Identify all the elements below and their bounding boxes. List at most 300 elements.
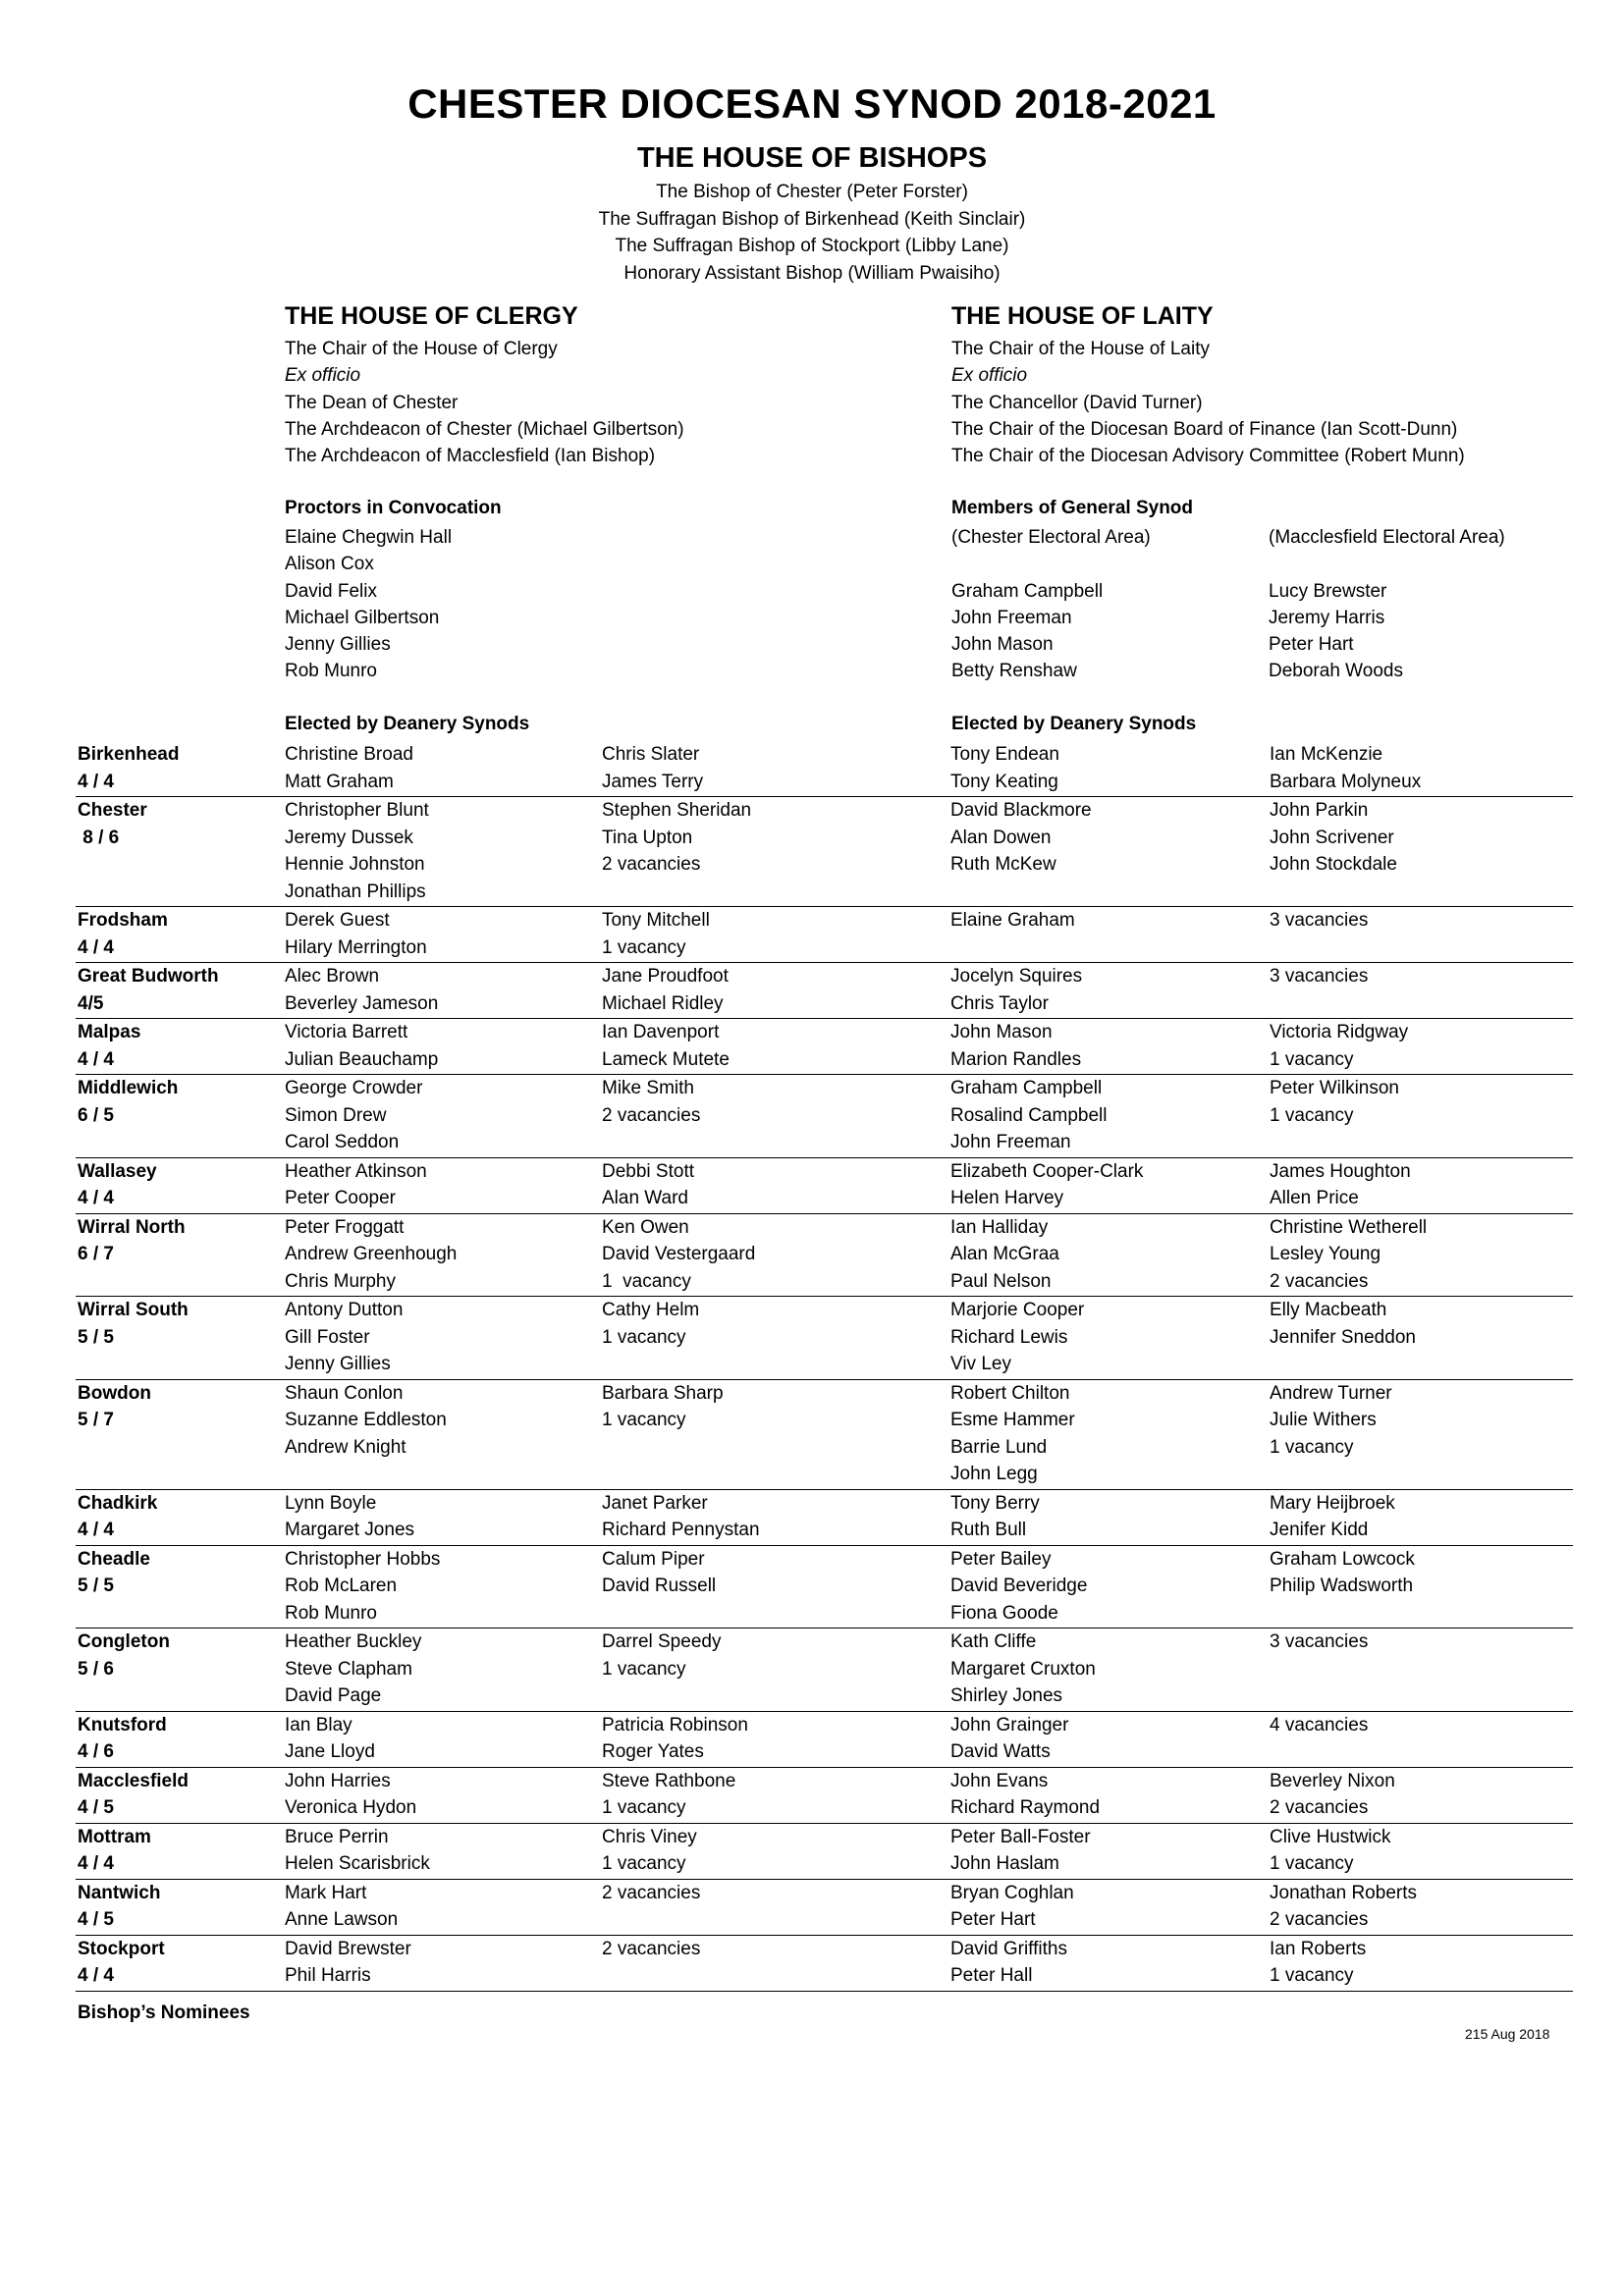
laity-member: Tony Keating	[950, 771, 1058, 792]
laity-member: David Blackmore	[950, 800, 1092, 821]
clergy-member: Bruce Perrin	[285, 1826, 389, 1847]
clergy-member: 1 vacancy	[602, 1326, 686, 1348]
clergy1-column	[285, 1019, 438, 1073]
laity1-column	[950, 741, 1059, 795]
laity-member: Tony Berry	[950, 1492, 1040, 1514]
clergy1-column	[285, 1214, 457, 1296]
clergy-member: David Russell	[602, 1575, 717, 1596]
clergy-member: Margaret Jones	[285, 1520, 415, 1540]
clergy1-column	[285, 1158, 427, 1212]
laity-member: Jocelyn Squires	[950, 966, 1083, 987]
laity-member: Peter Ball-Foster	[950, 1826, 1091, 1847]
clergy-member: Gill Foster	[285, 1326, 370, 1348]
laity-chair: The Chair of the House of Laity	[951, 339, 1210, 359]
clergy-member: Julian Beauchamp	[285, 1048, 439, 1070]
laity-member: Jenifer Kidd	[1270, 1520, 1369, 1540]
deanery-ratio: 4/5	[78, 992, 104, 1014]
clergy-ex-officio-member: The Dean of Chester	[285, 392, 459, 413]
clergy-member: Helen Scarisbrick	[285, 1853, 430, 1874]
laity-member: Ian Roberts	[1270, 1938, 1367, 1959]
deanery-ratio: 5 / 5	[78, 1575, 114, 1596]
laity-member: 1 vacancy	[1270, 1436, 1354, 1458]
clergy1-column	[285, 1380, 447, 1462]
clergy-ex-officio-block	[285, 336, 684, 469]
deanery-row	[76, 1158, 1573, 1214]
clergy1-column	[285, 741, 413, 795]
laity-member: Beverley Nixon	[1270, 1770, 1395, 1791]
clergy2-column	[602, 963, 729, 1017]
clergy-member: Jeremy Dussek	[285, 827, 413, 848]
laity2-column	[1270, 797, 1397, 879]
laity-member: Robert Chilton	[950, 1382, 1070, 1404]
clergy-member: David Brewster	[285, 1938, 411, 1959]
deanery-name: Birkenhead	[78, 744, 180, 765]
deanery-name-cell	[78, 1880, 160, 1934]
deanery-name: Macclesfield	[78, 1770, 189, 1791]
deanery-name: Wirral North	[78, 1216, 186, 1238]
laity-elected-heading: Elected by Deanery Synods	[951, 714, 1197, 734]
laity-member: Margaret Cruxton	[950, 1658, 1096, 1680]
clergy2-column	[602, 1214, 755, 1296]
clergy-member: Barbara Sharp	[602, 1382, 724, 1404]
clergy1-column	[285, 1490, 414, 1544]
laity-member: Graham Lowcock	[1270, 1548, 1415, 1570]
laity-member: Elaine Graham	[950, 910, 1075, 931]
laity-member: Kath Cliffe	[950, 1631, 1037, 1652]
clergy-member: Roger Yates	[602, 1741, 704, 1762]
laity-member: 3 vacancies	[1270, 966, 1369, 987]
clergy-ex-officio-member: The Archdeacon of Chester (Michael Gilbertson)	[285, 418, 684, 440]
deanery-row	[76, 1546, 1573, 1629]
clergy2-column	[602, 1546, 716, 1600]
clergy-member: Antony Dutton	[285, 1300, 404, 1320]
clergy-member: Suzanne Eddleston	[285, 1410, 447, 1430]
clergy-member: Rob McLaren	[285, 1575, 398, 1596]
chester-electoral-area-list	[951, 524, 1151, 685]
laity-member: Graham Campbell	[950, 1078, 1103, 1098]
clergy-member: Alan Ward	[602, 1188, 688, 1208]
deanery-name: Wallasey	[78, 1160, 157, 1182]
clergy-member: Veronica Hydon	[285, 1797, 417, 1818]
deanery-ratio: 4 / 5	[78, 1909, 114, 1930]
clergy-member: 1 vacancy	[602, 1853, 686, 1874]
clergy-member: Richard Pennystan	[602, 1520, 760, 1540]
gs-member-name: Lucy Brewster	[1269, 580, 1387, 602]
clergy-elected-heading: Elected by Deanery Synods	[285, 714, 530, 734]
laity-member: 2 vacancies	[1270, 1909, 1369, 1930]
deanery-ratio: 5 / 6	[78, 1658, 114, 1680]
clergy-member: Darrel Speedy	[602, 1631, 722, 1652]
deanery-row	[76, 1297, 1573, 1380]
laity1-column	[950, 1158, 1143, 1212]
clergy-member: James Terry	[602, 771, 704, 792]
laity2-column	[1270, 1880, 1417, 1934]
clergy-member: Simon Drew	[285, 1104, 387, 1126]
deanery-ratio: 4 / 4	[78, 1853, 114, 1874]
clergy-member: Beverley Jameson	[285, 992, 439, 1014]
laity1-column	[950, 907, 1075, 934]
laity-member: Marjorie Cooper	[950, 1300, 1085, 1320]
deanery-row	[76, 1629, 1573, 1712]
laity-member: Chris Taylor	[950, 992, 1049, 1014]
proctors-list	[285, 524, 452, 685]
clergy-member: Lameck Mutete	[602, 1048, 730, 1070]
clergy-member: Derek Guest	[285, 910, 390, 931]
laity-member: Jennifer Sneddon	[1270, 1326, 1416, 1348]
deanery-name: Malpas	[78, 1022, 141, 1042]
deanery-row	[76, 1490, 1573, 1546]
bishop-entry: The Suffragan Bishop of Birkenhead (Keith Sinclair)	[598, 208, 1026, 230]
laity2-column	[1270, 1214, 1427, 1296]
deanery-name-cell	[78, 1297, 189, 1351]
clergy-member: John Harries	[285, 1770, 391, 1791]
proctors-heading: Proctors in Convocation	[285, 498, 502, 518]
deanery-name: Nantwich	[78, 1882, 161, 1903]
laity-member: Ruth Bull	[950, 1520, 1027, 1540]
clergy-member: 2 vacancies	[602, 1882, 701, 1903]
clergy-member: Mike Smith	[602, 1078, 694, 1098]
deanery-name: Great Budworth	[78, 966, 219, 987]
clergy1-column	[285, 1768, 416, 1822]
deanery-row	[76, 1019, 1573, 1075]
laity1-column	[950, 1019, 1081, 1073]
deanery-name: Frodsham	[78, 910, 168, 931]
clergy-member: Steve Clapham	[285, 1658, 412, 1680]
laity2-column	[1270, 1490, 1395, 1544]
laity1-column	[950, 1297, 1084, 1378]
clergy-member: Christine Broad	[285, 744, 413, 765]
deanery-ratio: 5 / 7	[78, 1410, 114, 1430]
laity2-column	[1270, 1824, 1391, 1878]
laity-member: Ian Halliday	[950, 1216, 1049, 1238]
deanery-row	[76, 963, 1573, 1019]
laity-member: Paul Nelson	[950, 1270, 1052, 1292]
clergy-ex-officio-member: The Archdeacon of Macclesfield (Ian Bishop)	[285, 446, 656, 467]
laity-member: Peter Hall	[950, 1965, 1033, 1986]
deanery-name-cell	[78, 1936, 165, 1990]
proctor-name: Elaine Chegwin Hall	[285, 527, 453, 548]
laity1-column	[950, 1546, 1087, 1628]
deanery-name-cell	[78, 741, 179, 795]
clergy-member: Heather Buckley	[285, 1631, 422, 1652]
clergy-member: Tony Mitchell	[602, 910, 710, 931]
clergy1-column	[285, 1824, 430, 1878]
deanery-name-cell	[78, 1075, 178, 1129]
clergy1-column	[285, 797, 429, 905]
clergy2-column	[602, 1629, 721, 1682]
deanery-row	[76, 1380, 1573, 1490]
laity2-column	[1270, 1380, 1392, 1462]
bishops-nominees-label: Bishop’s Nominees	[78, 2002, 250, 2023]
bishop-entry: The Suffragan Bishop of Stockport (Libby Lane)	[615, 236, 1009, 256]
clergy2-column	[602, 1712, 748, 1766]
clergy-member: Andrew Knight	[285, 1436, 406, 1458]
general-synod-heading: Members of General Synod	[951, 498, 1194, 518]
deanery-ratio: 4 / 5	[78, 1797, 114, 1818]
clergy-member: Hennie Johnston	[285, 854, 425, 875]
deanery-row	[76, 1075, 1573, 1158]
deanery-name: Knutsford	[78, 1714, 167, 1735]
clergy-member: Chris Murphy	[285, 1270, 396, 1292]
clergy-member: Jane Lloyd	[285, 1741, 375, 1762]
laity-member: Helen Harvey	[950, 1188, 1064, 1208]
deanery-name: Mottram	[78, 1826, 151, 1847]
laity1-column	[950, 1768, 1100, 1822]
clergy-member: Alec Brown	[285, 966, 380, 987]
clergy2-column	[602, 1768, 735, 1822]
laity1-column	[950, 1936, 1067, 1990]
gs-member-name: Graham Campbell	[951, 580, 1104, 602]
clergy1-column	[285, 963, 438, 1017]
deanery-ratio: 4 / 4	[78, 1520, 114, 1540]
clergy-member: 1 vacancy	[602, 1270, 691, 1292]
deanery-ratio: 6 / 7	[78, 1244, 114, 1264]
laity2-column	[1270, 1075, 1399, 1129]
laity-member: Ruth McKew	[950, 854, 1056, 875]
laity-member: John Scrivener	[1270, 827, 1394, 848]
clergy-member: Phil Harris	[285, 1965, 371, 1986]
clergy2-column	[602, 1380, 724, 1434]
proctor-name: Alison Cox	[285, 554, 374, 575]
laity-member: Elizabeth Cooper-Clark	[950, 1160, 1144, 1182]
laity-member: John Haslam	[950, 1853, 1059, 1874]
deanery-row	[76, 1936, 1573, 1992]
deanery-ratio: 4 / 4	[78, 936, 114, 958]
laity2-column	[1270, 963, 1368, 990]
laity-member: Barbara Molyneux	[1270, 771, 1422, 792]
clergy-member: Peter Froggatt	[285, 1216, 405, 1238]
laity-member: Bryan Coghlan	[950, 1882, 1074, 1903]
deanery-row	[76, 797, 1573, 907]
laity1-column	[950, 1824, 1091, 1878]
deanery-name-cell	[78, 1158, 157, 1212]
footer-date: 215 Aug 2018	[1465, 2025, 1550, 2042]
clergy2-column	[602, 797, 751, 879]
laity-member: Esme Hammer	[950, 1410, 1075, 1430]
deanery-ratio: 4 / 4	[78, 1048, 114, 1070]
deanery-name-cell	[78, 1380, 151, 1434]
deanery-row	[76, 1880, 1573, 1936]
laity2-column	[1270, 1546, 1415, 1600]
laity-member: Viv Ley	[950, 1354, 1011, 1374]
laity-ex-officio-label: Ex officio	[951, 365, 1028, 387]
clergy1-column	[285, 1297, 403, 1378]
clergy1-column	[285, 1880, 398, 1934]
laity-member: 4 vacancies	[1270, 1714, 1369, 1735]
clergy-member: Patricia Robinson	[602, 1714, 748, 1735]
deanery-table	[76, 741, 1573, 1992]
laity-ex-officio-block	[951, 336, 1465, 469]
deanery-name-cell	[78, 1490, 157, 1544]
clergy2-column	[602, 1880, 700, 1907]
deanery-name: Wirral South	[78, 1300, 189, 1320]
laity2-column	[1270, 1297, 1416, 1351]
laity-member: Peter Bailey	[950, 1548, 1052, 1570]
laity2-column	[1270, 741, 1421, 795]
clergy-member: Hilary Merrington	[285, 936, 427, 958]
clergy-member: 2 vacancies	[602, 854, 701, 875]
laity-member: Mary Heijbroek	[1270, 1492, 1395, 1514]
laity-member: David Griffiths	[950, 1938, 1067, 1959]
laity-member: John Freeman	[950, 1132, 1071, 1152]
clergy2-column	[602, 1824, 697, 1878]
clergy-member: Carol Seddon	[285, 1132, 400, 1152]
house-of-bishops-heading: THE HOUSE OF BISHOPS	[636, 142, 988, 174]
house-of-laity-heading: THE HOUSE OF LAITY	[951, 302, 1214, 330]
clergy-member: Stephen Sheridan	[602, 800, 752, 821]
laity2-column	[1270, 1158, 1411, 1212]
clergy-member: Jane Proudfoot	[602, 966, 729, 987]
gs-member-name: John Freeman	[951, 607, 1072, 628]
laity-member: Shirley Jones	[950, 1685, 1063, 1706]
deanery-name: Cheadle	[78, 1548, 150, 1570]
clergy-member: Rob Munro	[285, 1602, 377, 1624]
gs-member-name: Deborah Woods	[1269, 661, 1403, 682]
clergy-member: 1 vacancy	[602, 1410, 686, 1430]
deanery-name-cell	[78, 1019, 140, 1073]
clergy-member: 2 vacancies	[602, 1938, 701, 1959]
laity-member: John Grainger	[950, 1714, 1069, 1735]
laity-ex-officio-member: The Chair of the Diocesan Advisory Committee (Robert Munn)	[951, 446, 1465, 467]
clergy-member: Ian Davenport	[602, 1022, 720, 1042]
laity-member: John Evans	[950, 1770, 1049, 1791]
clergy2-column	[602, 741, 703, 795]
laity-member: John Legg	[950, 1464, 1038, 1484]
clergy-member: Chris Slater	[602, 744, 700, 765]
laity-member: Richard Raymond	[950, 1797, 1101, 1818]
clergy-member: 2 vacancies	[602, 1104, 701, 1126]
laity-member: Clive Hustwick	[1270, 1826, 1391, 1847]
bishop-entry: The Bishop of Chester (Peter Forster)	[656, 182, 968, 202]
macclesfield-area-label: (Macclesfield Electoral Area)	[1269, 527, 1505, 548]
deanery-name-cell	[78, 1824, 151, 1878]
clergy-member: Shaun Conlon	[285, 1382, 404, 1404]
laity2-column	[1270, 907, 1368, 934]
laity-ex-officio-member: The Chancellor (David Turner)	[951, 392, 1203, 413]
deanery-name-cell	[78, 1712, 167, 1766]
clergy2-column	[602, 1936, 700, 1963]
laity1-column	[950, 797, 1092, 879]
clergy-member: Christopher Blunt	[285, 800, 429, 821]
clergy-member: Ian Blay	[285, 1714, 352, 1735]
clergy-member: Michael Ridley	[602, 992, 724, 1014]
laity-member: Rosalind Campbell	[950, 1104, 1108, 1126]
deanery-row	[76, 1712, 1573, 1768]
laity-member: James Houghton	[1270, 1160, 1411, 1182]
clergy2-column	[602, 907, 710, 961]
clergy-member: Jenny Gillies	[285, 1354, 391, 1374]
deanery-name: Middlewich	[78, 1078, 179, 1098]
deanery-row	[76, 907, 1573, 963]
laity-member: 3 vacancies	[1270, 910, 1369, 931]
clergy-chair: The Chair of the House of Clergy	[285, 339, 558, 359]
laity-member: Richard Lewis	[950, 1326, 1068, 1348]
clergy-member: Anne Lawson	[285, 1909, 399, 1930]
clergy1-column	[285, 1629, 421, 1710]
clergy-member: Janet Parker	[602, 1492, 708, 1514]
deanery-name-cell	[78, 963, 219, 1017]
laity-member: Allen Price	[1270, 1188, 1359, 1208]
deanery-name: Bowdon	[78, 1382, 151, 1404]
deanery-ratio: 4 / 4	[78, 1188, 114, 1208]
laity-member: Lesley Young	[1270, 1244, 1381, 1264]
deanery-row	[76, 1824, 1573, 1880]
clergy2-column	[602, 1490, 760, 1544]
laity-member: Philip Wadsworth	[1270, 1575, 1414, 1596]
clergy-member: Heather Atkinson	[285, 1160, 427, 1182]
deanery-row	[76, 741, 1573, 797]
proctor-name: Rob Munro	[285, 661, 377, 682]
clergy1-column	[285, 1546, 440, 1628]
gs-member-name: Jeremy Harris	[1269, 607, 1385, 628]
laity1-column	[950, 1214, 1059, 1296]
laity-member: John Stockdale	[1270, 854, 1397, 875]
clergy-member: Ken Owen	[602, 1216, 689, 1238]
clergy-ex-officio-label: Ex officio	[285, 365, 361, 387]
deanery-name-cell	[78, 1546, 150, 1600]
deanery-ratio: 4 / 6	[78, 1741, 114, 1762]
laity-member: Alan Dowen	[950, 827, 1052, 848]
laity2-column	[1270, 1936, 1366, 1990]
clergy-member: David Vestergaard	[602, 1244, 756, 1264]
laity1-column	[950, 1075, 1107, 1156]
clergy-member: Calum Piper	[602, 1548, 705, 1570]
deanery-ratio: 8 / 6	[78, 827, 120, 848]
laity-member: 2 vacancies	[1270, 1270, 1369, 1292]
laity-member: Barrie Lund	[950, 1436, 1048, 1458]
clergy-member: Cathy Helm	[602, 1300, 700, 1320]
clergy-member: Lynn Boyle	[285, 1492, 377, 1514]
deanery-name: Congleton	[78, 1631, 170, 1652]
laity-member: Alan McGraa	[950, 1244, 1059, 1264]
laity-member: Ian McKenzie	[1270, 744, 1383, 765]
house-of-bishops-list	[0, 179, 1624, 287]
clergy-member: 1 vacancy	[602, 1658, 686, 1680]
deanery-ratio: 6 / 5	[78, 1104, 114, 1126]
laity1-column	[950, 1629, 1096, 1710]
clergy-member: Debbi Stott	[602, 1160, 694, 1182]
clergy-member: Steve Rathbone	[602, 1770, 736, 1791]
laity-member: David Watts	[950, 1741, 1051, 1762]
deanery-ratio: 4 / 4	[78, 1965, 114, 1986]
laity1-column	[950, 1712, 1068, 1766]
laity-member: Victoria Ridgway	[1270, 1022, 1409, 1042]
clergy-member: 1 vacancy	[602, 936, 686, 958]
house-of-clergy-heading: THE HOUSE OF CLERGY	[285, 302, 578, 330]
proctor-name: Jenny Gillies	[285, 634, 391, 656]
deanery-name-cell	[78, 797, 147, 851]
laity1-column	[950, 1490, 1040, 1544]
clergy-member: Victoria Barrett	[285, 1022, 408, 1042]
deanery-name-cell	[78, 1214, 186, 1268]
laity-member: Fiona Goode	[950, 1602, 1058, 1624]
clergy-member: George Crowder	[285, 1078, 423, 1098]
laity-member: Tony Endean	[950, 744, 1059, 765]
laity1-column	[950, 963, 1082, 1017]
clergy-member: Peter Cooper	[285, 1188, 397, 1208]
deanery-name: Stockport	[78, 1938, 165, 1959]
gs-member-name: Betty Renshaw	[951, 661, 1077, 682]
laity-ex-officio-member: The Chair of the Diocesan Board of Finance (Ian Scott-Dunn)	[951, 418, 1458, 440]
laity-member: John Parkin	[1270, 800, 1369, 821]
deanery-ratio: 4 / 4	[78, 771, 114, 792]
laity-member: 2 vacancies	[1270, 1797, 1369, 1818]
deanery-row	[76, 1214, 1573, 1298]
proctor-name: Michael Gilbertson	[285, 607, 440, 628]
bishop-entry: Honorary Assistant Bishop (William Pwaisiho)	[623, 262, 1001, 284]
deanery-ratio: 5 / 5	[78, 1326, 114, 1348]
laity-member: Peter Wilkinson	[1270, 1078, 1399, 1098]
